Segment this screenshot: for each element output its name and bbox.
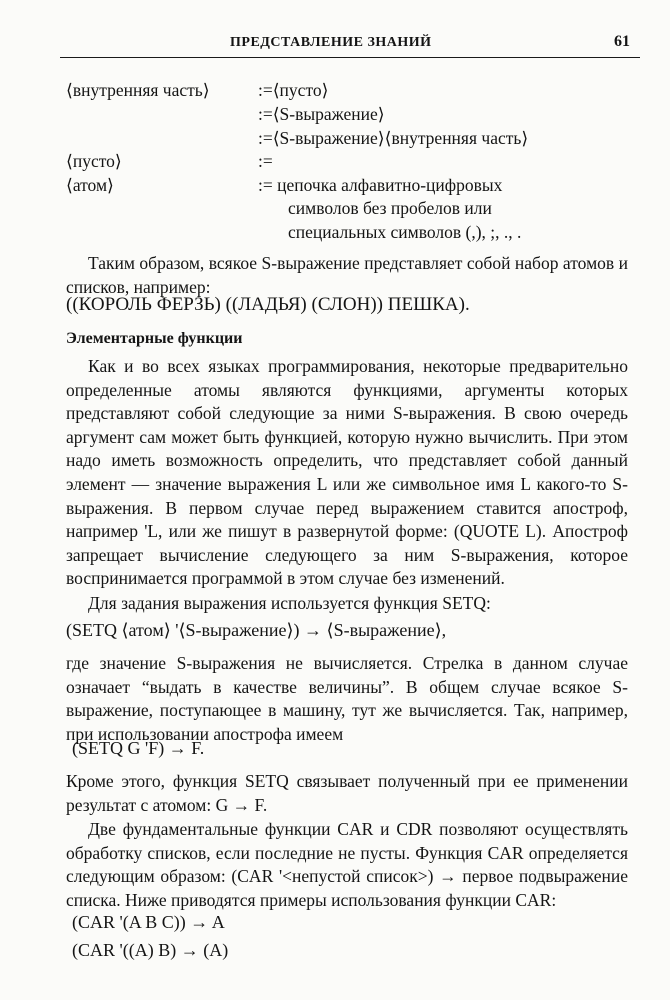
page-number: 61 (614, 33, 630, 50)
paragraph: Для задания выражения используется функция SETQ: (88, 593, 491, 613)
grammar-rule: := (258, 151, 273, 171)
paragraph: Таким образом, всякое S-выражение представляет собой набор атомов и списков, например: (66, 253, 628, 297)
paragraph: Кроме этого, функция SETQ связывает полученный при ее применении результат с атомом: G → F. (66, 771, 628, 815)
grammar-rule: :=⟨пусто⟩ (258, 80, 329, 100)
formula-car-example: (CAR '(A B C)) → A (72, 912, 225, 932)
grammar-rule-continuation: символов без пробелов или (288, 198, 492, 218)
paragraph: где значение S-выражения не вычисляется. Стрелка в данном случае означает “выдать в качестве величины”. В общем случае всякое S-выражение, поступающее в машину, тут же вычисляется. Так, например, при использовании апострофа имеем (66, 653, 628, 744)
page-header (60, 35, 640, 58)
paragraph: Как и во всех языках программирования, некоторые предварительно определенные атомы являются функциями, аргументы которых представляют собой следующие за ними S-выражения. В свою очередь аргумент сам может быть функцией, которую нужно вычислить. При этом надо иметь возможность определить, что представляет собой данный элемент — значение выражения L или же символьное имя L какого-то S-выражения. В первом случае перед выражением ставится апостроф, например 'L, или же пишут в развернутой форме: (QUOTE L). Апостроф запрещает вычисление следующего за ним S-выражения, которое воспринимается программой в этом случае без изменений. (66, 356, 628, 589)
grammar-term: ⟨атом⟩ (66, 175, 114, 195)
grammar-rule-continuation: специальных символов (,), ;, ., . (288, 222, 522, 242)
grammar-term: ⟨пусто⟩ (66, 151, 122, 171)
formula-car-example: (CAR '((A) B) → (A) (72, 940, 229, 960)
grammar-rule: := цепочка алфавитно-цифровых (258, 175, 503, 195)
grammar-term: ⟨внутренняя часть⟩ (66, 80, 210, 100)
formula-setq-example: (SETQ G 'F) → F. (72, 738, 205, 758)
running-title: ПРЕДСТАВЛЕНИЕ ЗНАНИЙ (230, 35, 432, 50)
example-list: ((КОРОЛЬ ФЕРЗЬ) ((ЛАДЬЯ) (СЛОН)) ПЕШКА). (66, 294, 470, 315)
grammar-rule: :=⟨S-выражение⟩⟨внутренняя часть⟩ (258, 128, 529, 148)
grammar-rule: :=⟨S-выражение⟩ (258, 104, 385, 124)
formula-setq: (SETQ ⟨атом⟩ '⟨S-выражение⟩) → ⟨S-выражение⟩, (66, 620, 447, 640)
section-heading: Элементарные функции (66, 330, 243, 347)
paragraph: Две фундаментальные функции CAR и CDR позволяют осуществлять обработку списков, если последние не пусты. Функция CAR определяется следующим образом: (CAR '<непустой список>) → первое подвыражение списка. Ниже приводятся примеры использования функции CAR: (66, 819, 628, 910)
